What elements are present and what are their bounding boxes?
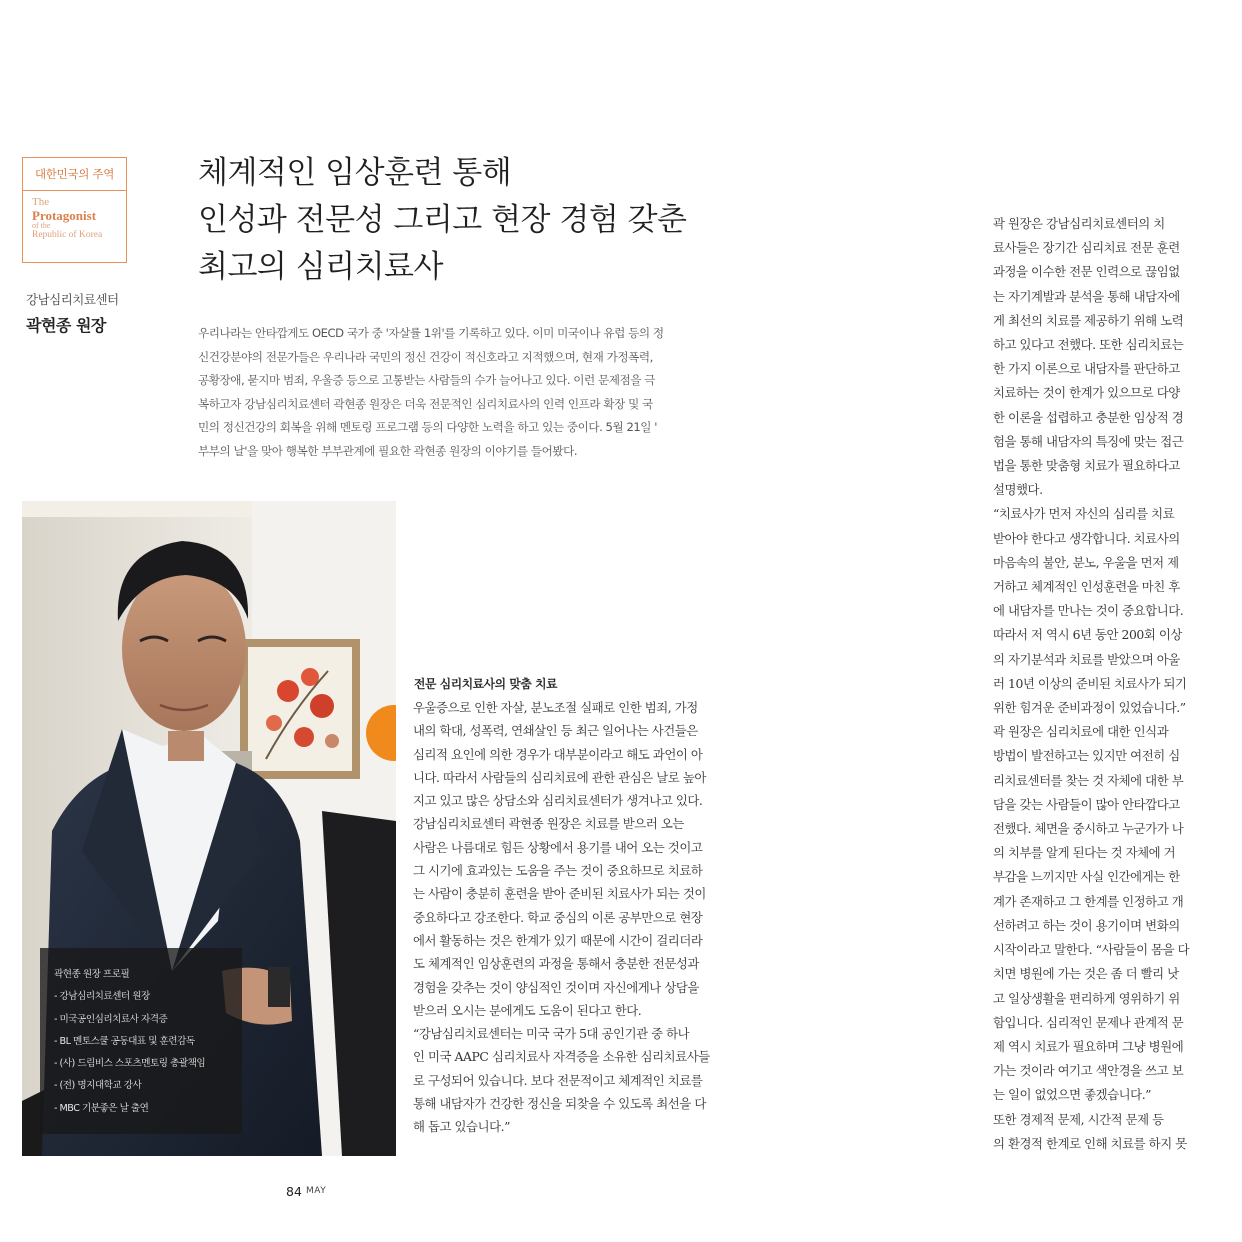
body-line: 료사들은 장기간 심리치료 전문 훈련 xyxy=(993,240,1180,256)
body-line: 우울증으로 인한 자살, 분노조절 실패로 인한 범죄, 가정 xyxy=(413,700,698,715)
body-line: 에서 활동하는 것은 한계가 있기 때문에 시간이 걸리더라 xyxy=(413,932,703,948)
profile-item: - (사) 드림비스 스포츠멘토링 총괄책임 xyxy=(54,1058,206,1070)
subject-organization: 강남심리치료센터 xyxy=(26,292,119,307)
body-line: 또한 경제적 문제, 시간적 문제 등 xyxy=(993,1111,1164,1127)
intro-line: 복하고자 강남심리치료센터 곽현종 원장은 더욱 전문적인 심리치료사의 인력 인프라 확장 및 국 xyxy=(198,396,653,411)
headline-line: 인성과 전문성 그리고 현장 경험 갖춘 xyxy=(198,202,687,238)
body-line: 담을 갖는 사람들이 많아 안타깝다고 xyxy=(993,796,1180,812)
intro-line: 민의 정신건강의 회복을 위해 멘토링 프로그램 등의 다양한 노력을 하고 있는 중이다. 5월 21일 ' xyxy=(198,420,658,435)
body-line: 하고 있다고 전했다. 또한 심리치료는 xyxy=(993,337,1184,353)
body-line: 따라서 저 역시 6년 동안 200회 이상 xyxy=(993,627,1182,643)
badge-english-line: of the xyxy=(32,221,51,231)
body-line: 는 자기계발과 분석을 통해 내담자에 xyxy=(993,288,1180,304)
intro-line: 공황장애, 묻지마 범죄, 우울증 등으로 고통받는 사람들의 수가 늘어나고 있다. 이런 문제점을 극 xyxy=(198,373,656,388)
body-line: 경험을 갖추는 것이 양심적인 것이며 자신에게나 상담을 xyxy=(413,979,699,995)
body-line: 부감을 느끼지만 사실 인간에게는 한 xyxy=(993,869,1180,885)
profile-item: - 강남심리치료센터 원장 xyxy=(54,991,150,1003)
body-line: 그 시기에 효과있는 도움을 주는 것이 중요하므로 치료하 xyxy=(413,863,703,879)
body-line: 전했다. 체면을 중시하고 누군가가 나 xyxy=(993,821,1184,837)
profile-item: - BL 멘토스쿨 공동대표 및 훈련감독 xyxy=(54,1035,195,1047)
body-line: 인 미국 AAPC 심리치료사 자격증을 소유한 심리치료사들 xyxy=(413,1049,710,1065)
body-line: 지고 있고 많은 상담소와 심리치료센터가 생겨나고 있다. xyxy=(413,793,703,809)
page-number: 84 xyxy=(286,1184,302,1199)
badge-english-line: The xyxy=(32,196,50,208)
body-line: 의 환경적 한계로 인해 치료를 하지 못 xyxy=(993,1135,1187,1151)
body-line: 법을 통한 맞춤형 치료가 필요하다고 xyxy=(993,458,1180,474)
body-line: 고 일상생활을 편리하게 영위하기 위 xyxy=(993,990,1180,1006)
badge-english-label xyxy=(23,191,126,241)
headline-line: 체계적인 임상훈련 통해 xyxy=(198,155,512,191)
body-line: 의 치부를 알게 된다는 것 자체에 거 xyxy=(993,845,1176,861)
body-line: 계가 존재하고 그 한계를 인정하고 개 xyxy=(993,893,1184,909)
body-line: 곽 원장은 심리치료에 대한 인식과 xyxy=(993,724,1169,740)
body-line: 거하고 체계적인 인성훈련을 마친 후 xyxy=(993,579,1180,595)
body-line: 설명했다. xyxy=(993,482,1043,498)
body-line: 는 일이 없었으면 좋겠습니다.” xyxy=(993,1087,1152,1103)
right-column-text xyxy=(993,212,1221,1156)
body-line: 험을 통해 내담자의 특징에 맞는 접근 xyxy=(993,433,1184,449)
body-line: 심리적 요인에 의한 경우가 대부분이라고 해도 과언이 아 xyxy=(413,746,703,762)
section-heading: 전문 심리치료사의 맞춤 치료 xyxy=(414,677,558,691)
profile-title: 곽현종 원장 프로필 xyxy=(54,969,130,980)
body-line: 강남심리치료센터 곽현종 원장은 치료를 받으러 오는 xyxy=(413,816,684,832)
article-intro xyxy=(198,322,754,464)
body-line: 에 내담자를 만나는 것이 중요합니다. xyxy=(993,603,1184,619)
intro-line: 우리나라는 안타깝게도 OECD 국가 중 '자살률 1위'를 기록하고 있다. 이미 미국이나 유럽 등의 정 xyxy=(198,326,664,340)
body-line: 로 구성되어 있습니다. 보다 전문적이고 체계적인 치료를 xyxy=(413,1072,703,1088)
body-line: 한 가지 이론으로 내담자를 판단하고 xyxy=(993,361,1180,377)
body-line: 위한 힘겨운 준비과정이 있었습니다.” xyxy=(993,700,1186,716)
body-line: 사람은 나름대로 힘든 상황에서 용기를 내어 오는 것이고 xyxy=(413,839,703,855)
body-line: “치료사가 먼저 자신의 심리를 치료 xyxy=(993,506,1175,522)
body-line: 시작이라고 말한다. “사람들이 몸을 다 xyxy=(993,942,1190,958)
body-line: “강남심리치료센터는 미국 국가 5대 공인기관 중 하나 xyxy=(413,1026,690,1042)
body-line: 받으러 오시는 분에게도 도움이 된다고 한다. xyxy=(413,1002,642,1018)
body-line: 마음속의 불안, 분노, 우울을 먼저 제 xyxy=(993,554,1179,570)
section-badge xyxy=(22,157,127,263)
profile-item: - MBC 기분좋은 날 출연 xyxy=(54,1102,149,1114)
body-line: 가는 것이라 여기고 색안경을 쓰고 보 xyxy=(993,1063,1184,1079)
body-line: 리치료센터를 찾는 것 자체에 대한 부 xyxy=(993,772,1184,788)
intro-line: 부부의 날'을 맞아 행복한 부부관계에 필요한 곽현종 원장의 이야기를 들어봤다. xyxy=(198,443,578,458)
issue-month: MAY xyxy=(306,1186,327,1196)
body-line: 치면 병원에 가는 것은 좀 더 빨리 낫 xyxy=(993,966,1179,982)
body-line: 도 체계적인 임상훈련의 과정을 통해서 충분한 전문성과 xyxy=(413,956,699,972)
body-line: 게 최선의 치료를 제공하기 위해 노력 xyxy=(993,312,1184,328)
headline-line: 최고의 심리치료사 xyxy=(198,249,443,285)
profile-item: - (전) 명지대학교 강사 xyxy=(54,1080,142,1092)
body-line: 의 자기분석과 치료를 받았으며 아울 xyxy=(993,651,1180,667)
profile-box xyxy=(40,948,242,1134)
body-line: 는 사람이 충분히 훈련을 받아 준비된 치료사가 되는 것이 xyxy=(413,886,706,902)
body-line: 러 10년 이상의 준비된 치료사가 되기 xyxy=(993,675,1187,691)
article-headline xyxy=(198,150,686,291)
body-line: 방법이 발전하고는 있지만 여전히 심 xyxy=(993,748,1180,764)
body-line: 선하려고 하는 것이 용기이며 변화의 xyxy=(993,917,1180,933)
profile-item: - 미국공인심리치료사 자격증 xyxy=(54,1013,168,1025)
badge-korean-label: 대한민국의 주역 xyxy=(23,158,126,191)
body-line: 니다. 따라서 사람들의 심리치료에 관한 관심은 날로 높아 xyxy=(413,769,706,785)
body-line: 곽 원장은 강남심리치료센터의 치 xyxy=(993,216,1165,231)
framed-painting xyxy=(240,639,360,779)
badge-english-line: Protagonist xyxy=(32,207,97,223)
intro-line: 신건강분야의 전문가들은 우리나라 국민의 정신 건강이 적신호라고 지적했으며, 현재 가정폭력, xyxy=(198,349,653,364)
body-line: 통해 내담자가 건강한 정신을 되찾을 수 있도록 최선을 다 xyxy=(413,1096,706,1112)
body-line: 함입니다. 심리적인 문제나 관계적 문 xyxy=(993,1014,1184,1030)
body-line: 치료하는 것이 한계가 있으므로 다양 xyxy=(993,385,1180,401)
body-line: 제 역시 치료가 필요하며 그냥 병원에 xyxy=(993,1038,1184,1054)
body-line: 중요하다고 강조한다. 학교 중심의 이론 공부만으로 현장 xyxy=(413,909,703,925)
body-line: 받아야 한다고 생각합니다. 치료사의 xyxy=(993,530,1180,546)
middle-column-text xyxy=(413,696,755,1139)
body-line: 한 이론을 섭렵하고 충분한 임상적 경 xyxy=(993,409,1184,425)
body-line: 과정을 이수한 전문 인력으로 끊임없 xyxy=(993,264,1180,280)
body-line: 내의 학대, 성폭력, 연쇄살인 등 최근 일어나는 사건들은 xyxy=(413,723,698,739)
badge-english-line: Republic of Korea xyxy=(32,229,103,240)
subject-name: 곽현종 원장 xyxy=(26,316,106,335)
body-line: 해 돕고 있습니다.” xyxy=(413,1119,510,1135)
